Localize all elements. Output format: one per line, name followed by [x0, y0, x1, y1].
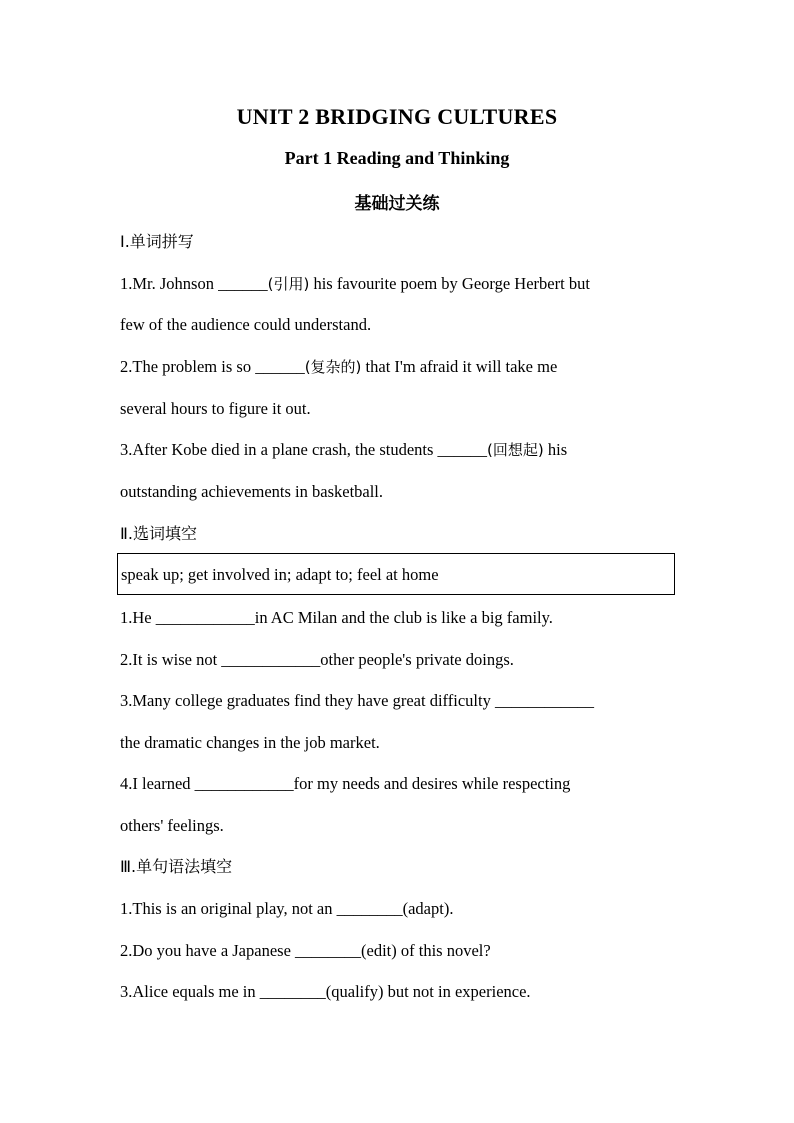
question-2-3-line-1: 3.Many college graduates find they have great difficulty ____________ — [120, 691, 594, 710]
question-text: 2.The problem is so ______ — [120, 357, 305, 376]
chinese-hint: (复杂的) — [304, 358, 362, 376]
word-bank-text: speak up; get involved in; adapt to; feel at home — [121, 565, 439, 584]
question-text: that I'm afraid it will take me — [361, 357, 558, 376]
question-text: 3.After Kobe died in a plane crash, the students ______ — [120, 440, 488, 459]
question-1-1-line-1 — [120, 274, 590, 294]
question-3-1-line-1: 1.This is an original play, not an ________(adapt). — [120, 899, 454, 918]
question-2-4-line-1: 4.I learned ____________for my needs and desires while respecting — [120, 774, 571, 793]
chinese-hint: (引用) — [267, 275, 310, 293]
question-1-3-line-2: outstanding achievements in basketball. — [120, 482, 384, 501]
section-3-heading: Ⅲ.单句语法填空 — [120, 857, 233, 876]
word-bank-box — [117, 553, 675, 595]
subtitle: 基础过关练 — [354, 194, 440, 214]
question-3-2-line-1: 2.Do you have a Japanese ________(edit) of this novel? — [120, 941, 491, 960]
question-text: his — [543, 440, 568, 459]
question-text: 1.Mr. Johnson ______ — [120, 274, 268, 293]
question-1-2-line-1 — [120, 357, 557, 377]
question-1-2-line-2: several hours to figure it out. — [120, 399, 311, 418]
question-text: his favourite poem by George Herbert but — [309, 274, 590, 293]
unit-title: UNIT 2 BRIDGING CULTURES — [236, 104, 558, 129]
chinese-hint: (回想起) — [487, 441, 544, 459]
question-2-1-line-1: 1.He ____________in AC Milan and the club is like a big family. — [120, 608, 553, 627]
question-2-3-line-2: the dramatic changes in the job market. — [120, 733, 380, 752]
question-2-2-line-1: 2.It is wise not ____________other people's private doings. — [120, 650, 514, 669]
question-1-3-line-1 — [120, 440, 567, 460]
part-title: Part 1 Reading and Thinking — [284, 148, 510, 168]
section-1-heading: Ⅰ.单词拼写 — [120, 232, 194, 251]
question-3-3-line-1: 3.Alice equals me in ________(qualify) but not in experience. — [120, 982, 531, 1001]
section-2-heading: Ⅱ.选词填空 — [120, 524, 197, 543]
question-2-4-line-2: others' feelings. — [120, 816, 224, 835]
question-1-1-line-2: few of the audience could understand. — [120, 315, 372, 334]
